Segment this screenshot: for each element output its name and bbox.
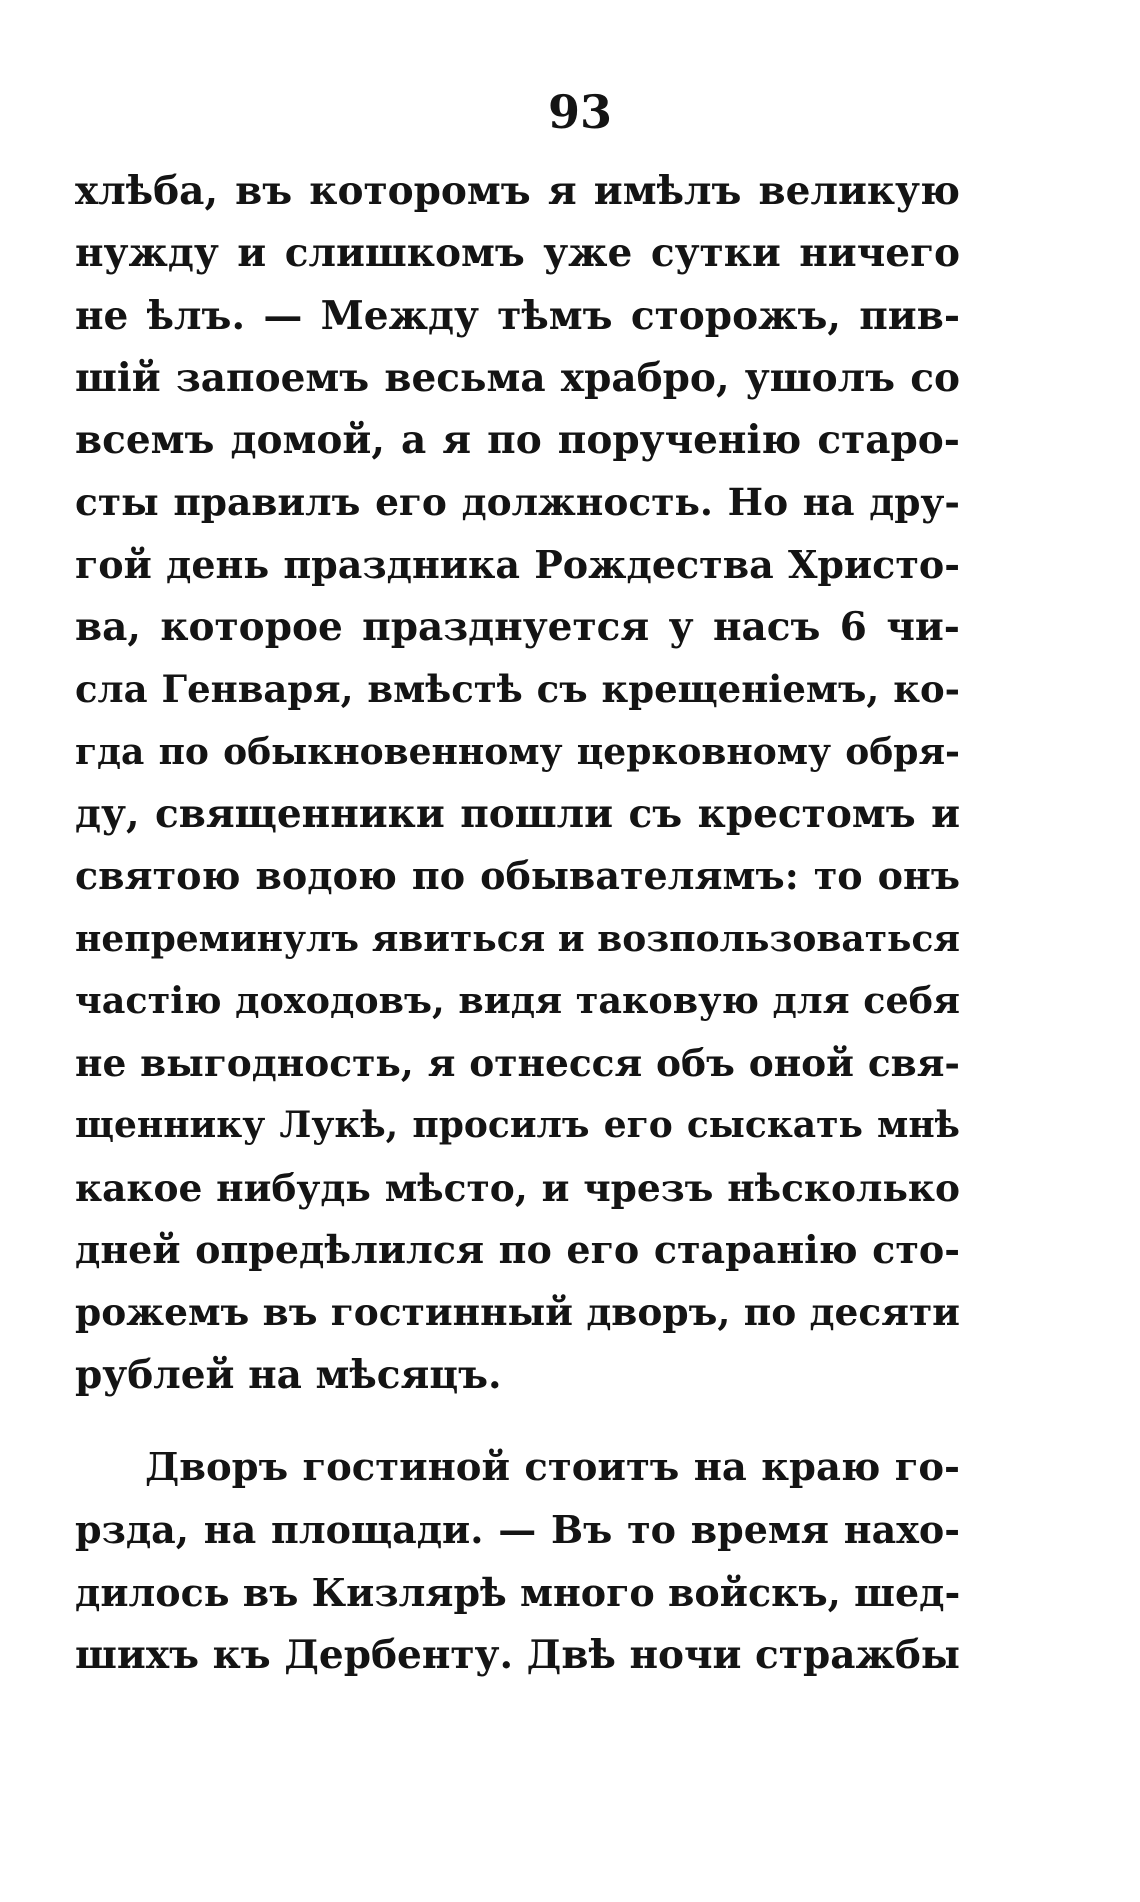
text-line: дилось въ Кизлярѣ много войскъ, шед- bbox=[75, 1569, 961, 1615]
paragraph-1 bbox=[75, 160, 960, 1406]
text-line: всемъ домой, а я по порученію старо- bbox=[75, 417, 960, 464]
text-line: не ѣлъ. — Между тѣмъ сторожъ, пив- bbox=[75, 292, 960, 339]
text-line: нужду и слишкомъ уже сутки ничего bbox=[75, 230, 960, 277]
text-line: рзда, на площади. — Въ то время нахо- bbox=[75, 1507, 960, 1553]
page-number: 93 bbox=[547, 85, 612, 139]
text-line: частію доходовъ, видя таковую для себя bbox=[75, 978, 960, 1022]
text-line: гда по обыкновенному церковному обря- bbox=[75, 730, 960, 773]
text-line: дней опредѣлился по его старанію сто- bbox=[75, 1227, 960, 1273]
text-line: шихъ къ Дербенту. Двѣ ночи стражбы bbox=[75, 1631, 960, 1678]
text-line: гой день праздника Рождества Христо- bbox=[75, 541, 960, 587]
text-line: Дворъ гостиной стоитъ на краю го- bbox=[145, 1445, 960, 1490]
paragraph-2 bbox=[75, 1437, 960, 1686]
text-line: ду, священники пошли съ крестомъ и bbox=[75, 790, 960, 837]
text-line: рожемъ въ гостинный дворъ, по десяти bbox=[75, 1290, 960, 1335]
text-line: святою водою по обывателямъ: то онъ bbox=[75, 853, 960, 899]
text-line: ва, которое празднуется у насъ 6 чи- bbox=[75, 604, 960, 651]
text-line: хлѣба, въ которомъ я имѣлъ великую bbox=[75, 168, 960, 214]
text-line: сты правилъ его должность. Но на дру- bbox=[75, 480, 960, 525]
text-line: какое нибудь мѣсто, и чрезъ нѣсколько bbox=[75, 1165, 960, 1210]
text-line: сла Генваря, вмѣстѣ съ крещеніемъ, ко- bbox=[75, 667, 960, 712]
text-line: рублей на мѣсяцъ. bbox=[75, 1351, 502, 1398]
text-line: непреминулъ явиться и возпользоваться bbox=[75, 917, 960, 960]
text-line: не выгодность, я отнесся объ оной свя- bbox=[75, 1041, 960, 1086]
text-line: щеннику Лукѣ, просилъ его сыскать мнѣ bbox=[75, 1104, 960, 1147]
text-line: шій запоемъ весьма храбро, ушолъ со bbox=[75, 354, 960, 401]
